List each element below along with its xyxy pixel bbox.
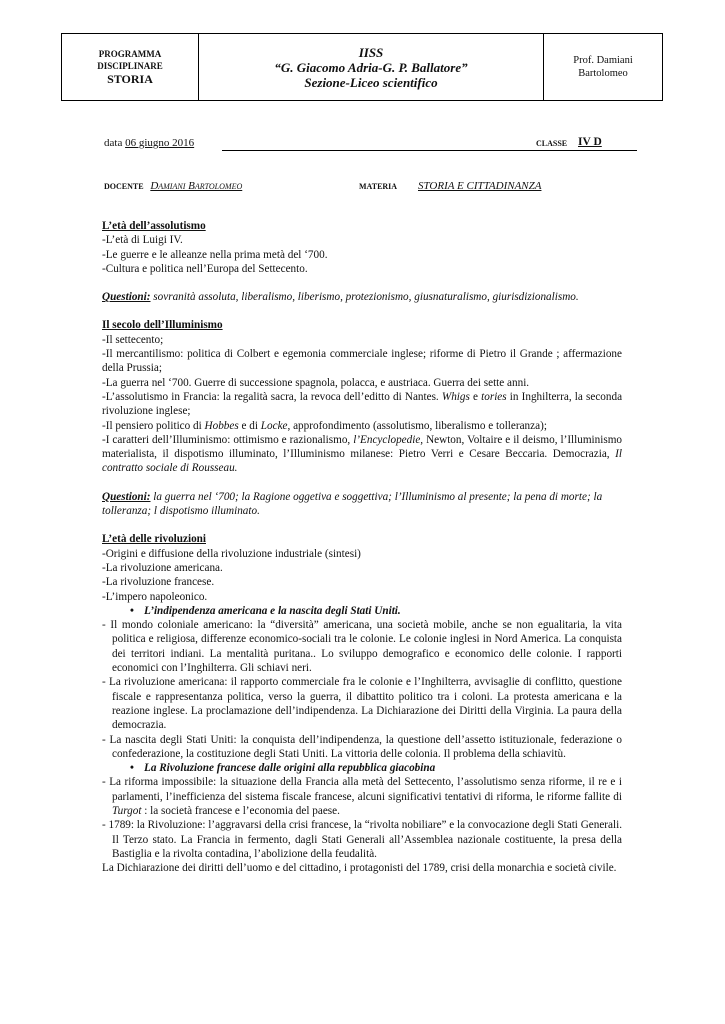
header-program-line: PROGRAMMA — [98, 49, 162, 59]
dash-item: - La riforma impossibile: la situazione della Francia alla metà del Settecento, l’assolutismo senza riforme, il re e i parlamenti, l’inefficienza del sistema fiscale francese, alcuni significativi tentativi di riforma, le riforme fallite di Turgot : la società francese e l’economia del paese. — [102, 776, 622, 817]
header-program-line: DISCIPLINARE — [97, 61, 163, 71]
list-item: -Cultura e politica nell’Europa del Settecento. — [102, 262, 308, 275]
docente-label: DOCENTE — [104, 182, 144, 191]
list-item: -L’assolutismo in Francia: la regalità sacra, la revoca dell’editto di Nantes. Whigs e tories in Inghilterra, la seconda rivoluzione inglese; — [102, 390, 623, 418]
school-section: Sezione-Liceo scientifico — [304, 74, 438, 90]
bullet-heading: • La Rivoluzione francese dalle origini alla repubblica giacobina — [102, 761, 622, 775]
bullet-heading: • L’indipendenza americana e la nascita degli Stati Uniti. — [102, 604, 622, 618]
section-title: Il secolo dell’Illuminismo — [102, 319, 223, 332]
dash-item: - 1789: la Rivoluzione: l’aggravarsi della crisi francese, la “rivolta nobiliare” e la convocazione degli Stati Generali. Il Terzo stato. La Francia in fermento, dagli Stati Generali all’Assemblea nazionale costituente, la presa della Bastiglia e la rivolta contadina, l’abolizione della feudalità. — [102, 819, 623, 860]
questions-text: la guerra nel ‘700; la Ragione oggetiva e soggettiva; l’Illuminismo al presente; la pena di morte; la tolleranza; l dispotismo illuminato. — [102, 490, 603, 518]
teacher-line: Prof. Damiani — [573, 55, 633, 66]
questions-text: sovranità assoluta, liberalismo, liberismo, protezionismo, giusnaturalismo, giurisdizionalismo. — [153, 291, 579, 304]
header-teacher — [544, 34, 662, 100]
materia-label: MATERIA — [359, 182, 398, 191]
list-item: -La rivoluzione americana. — [102, 561, 223, 574]
questions — [102, 490, 622, 519]
dash-item: La Dichiarazione dei diritti dell’uomo e del cittadino, i protagonisti del 1789, crisi della monarchia e società civile. — [102, 862, 617, 875]
docente-value: Damiani Bartolomeo — [150, 180, 243, 192]
school-full-name: “G. Giacomo Adria-G. P. Ballatore” — [274, 59, 468, 75]
questions — [102, 290, 622, 304]
questions-label: Questioni: — [102, 490, 151, 503]
header-subject: STORIA — [107, 72, 153, 86]
school-name: IISS — [358, 44, 384, 60]
underline-rule — [222, 150, 637, 151]
list-item: -I caratteri dell’Illuminismo: ottimismo e razionalismo, l’Encyclopedie, Newton, Voltaire e il deismo, l’Illuminismo materialista, il dispotismo illuminato, l’Illuminismo milanese: Pietro Verri e Cesare Beccaria. Democrazia, Il contratto sociale di Rousseau. — [102, 433, 623, 475]
dash-item: - Il mondo coloniale americano: la “diversità” americana, una società mobile, anche se non egualitaria, la vita politica e religiosa, differenze economico-sociali tra le colonie. Le colonie inglesi in Nord America. La conquista dei territori indiani. La mentalità puritana.. Lo sviluppo demografico e economico delle colonie. I rapporti economici con l’Inghilterra. Gli schiavi neri. — [102, 619, 622, 675]
materia-value: STORIA E CITTADINANZA — [418, 180, 542, 192]
header-program — [62, 34, 199, 100]
list-item: -La rivoluzione francese. — [102, 576, 215, 589]
header-table — [61, 33, 663, 101]
list-item: -Le guerre e le alleanze nella prima metà del ‘700. — [102, 248, 328, 261]
program-content — [102, 219, 622, 875]
section-title: L’età dell’assolutismo — [102, 220, 206, 232]
date-class-row — [104, 137, 624, 149]
list-item: -Il mercantilismo: politica di Colbert e egemonia commerciale inglese; riforme di Pietro il Grande ; affermazione della Prussia; — [102, 348, 622, 375]
date-value: 06 giugno 2016 — [125, 137, 195, 149]
list-item: -Il settecento; — [102, 333, 164, 346]
list-item: -Il pensiero politico di Hobbes e di Locke, approfondimento (assolutismo, liberalismo e tolleranza); — [102, 419, 547, 432]
list-item: -L’età di Luigi IV. — [102, 234, 183, 247]
list-item: -Origini e diffusione della rivoluzione industriale (sintesi) — [102, 547, 361, 560]
list-item: -L’impero napoleonico. — [102, 590, 208, 603]
dash-item: - La nascita degli Stati Uniti: la conquista dell’indipendenza, la questione dell’assetto istituzionale, federazione o confederazione, la costituzione degli Stati Uniti. La vittoria delle colonia. Il problema della schiavitù. — [102, 733, 622, 760]
section-title: L’età delle rivoluzioni — [102, 533, 206, 546]
date-label: data — [104, 137, 123, 149]
class-value: IV D — [578, 136, 602, 148]
header-school — [199, 34, 544, 100]
dash-item: - La rivoluzione americana: il rapporto commerciale fra le colonie e l’Inghilterra, avvisaglie di conflitto, questione fiscale e rappresentanza politica, verso la guerra, il dibattito politico tra i coloni. La protesta americana e la reazione inglese. La proclamazione dell’indipendenza. La Dichiarazione dei Diritti della Virginia. La paura della democrazia. — [102, 676, 622, 732]
class-label: CLASSE — [536, 139, 568, 148]
questions-label: Questioni: — [102, 291, 151, 304]
teacher-subject-row — [104, 180, 624, 192]
list-item: -La guerra nel ‘700. Guerre di successione spagnola, polacca, e austriaca. Guerra dei sette anni. — [102, 376, 530, 389]
teacher-line: Bartolomeo — [578, 68, 628, 79]
